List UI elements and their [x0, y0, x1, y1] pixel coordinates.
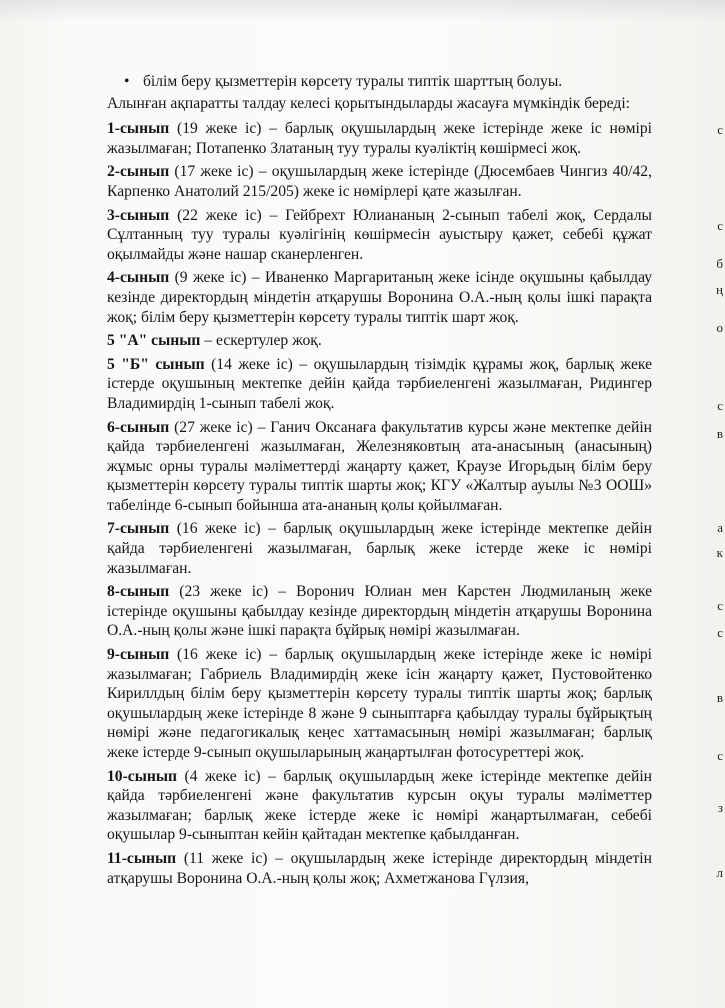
class-label: 6-сынып	[107, 418, 170, 436]
bullet-item	[107, 72, 652, 92]
edge-fragment: ң	[716, 282, 723, 297]
edge-fragment: б	[716, 256, 723, 271]
edge-fragment: с	[717, 398, 723, 413]
edge-fragment: л	[716, 865, 723, 880]
class-label: 8-сынып	[107, 583, 170, 601]
class-text: (16 жеке іс) – барлық оқушылардың жеке істерінде жеке іс нөмірі жазылмаған; Габриель Владимирдің жеке ісін жаңарту қажет, Пустовойтенко Кириллдың білім беру қызметтерін көрсету туралы типтік шарты жоқ; барлық оқушылардың жеке істерінде 8 және 9 сыныптарға қабылдау туралы бұйрықтың нөмірі және педагогикалық кеңес хаттамасының нөмірі жазылмаған; барлық жеке істерде 9-сынып оқушыларының жаңартылған фотосуреттері жоқ.	[107, 646, 652, 761]
class-paragraph	[107, 418, 652, 516]
class-label: 5 "Б" сынып	[107, 355, 205, 373]
edge-fragment: а	[717, 520, 723, 535]
class-paragraph	[107, 331, 652, 351]
class-text: (14 жеке іс) – оқушылардың тізімдік құрамы жоқ, барлық жеке істерде оқушының мектепке дейін қайда тәрбиеленгені жазылмаған, Ридингер Владимирдің 1-сынып табелі жоқ.	[107, 355, 652, 412]
class-paragraph	[107, 519, 652, 578]
class-paragraph	[107, 849, 652, 888]
class-text: – ескертулер жоқ.	[200, 332, 322, 350]
edge-fragment: в	[716, 690, 723, 705]
bullet-icon: •	[124, 73, 130, 90]
class-label: 3-сынып	[107, 206, 170, 224]
class-text: (11 жеке іс) – оқушылардың жеке істерінде директордың міндетін атқарушы Воронина О.А.-ның қолы жоқ; Ахметжанова Гүлзия,	[107, 849, 652, 887]
class-label: 5 "А" сынып	[107, 332, 201, 350]
scan-bleed	[0, 0, 725, 22]
class-text: (27 жеке іс) – Ганич Оксанаға факультатив курсы және мектепке дейін қайда тәрбиеленгені жазылмаған, Железняковтың ата-анасының (анасының) жұмыс орны туралы мәліметтерді жаңарту қажет, Краузе Игорьдың білім беру қызметтерін көрсету туралы типтік шарты жоқ; КГУ «Жалтыр ауылы №3 ООШ» табелінде 6-сынып бойынша ата-ананың қолы қойылмаған.	[107, 418, 652, 514]
class-paragraph	[107, 355, 652, 414]
edge-fragment: с	[717, 598, 723, 613]
class-text: (19 жеке іс) – барлық оқушылардың жеке істерінде жеке іс нөмірі жазылмаған; Потапенко Златаның туу туралы куәліктің көшірмесі жоқ.	[107, 120, 652, 157]
class-paragraph	[107, 206, 652, 265]
class-paragraph	[107, 767, 652, 845]
class-label: 2-сынып	[107, 163, 170, 181]
class-paragraph	[107, 162, 652, 201]
class-text: (9 жеке іс) – Иваненко Маргаританың жеке ісінде оқушыны қабылдау кезінде директордың міндетін атқарушы Воронина О.А.-ның қолы ішкі парақта жоқ; білім беру қызметтерін көрсету туралы типтік шарт жоқ.	[107, 269, 652, 326]
edge-fragment: к	[716, 545, 723, 560]
class-label: 7-сынып	[107, 520, 170, 538]
edge-fragment: с	[717, 218, 723, 233]
class-label: 9-сынып	[107, 646, 170, 664]
edge-fragment: с	[717, 122, 723, 137]
edge-fragment: о	[716, 320, 723, 335]
class-text: (16 жеке іс) – барлық оқушылардың жеке істерінде мектепке дейін қайда тәрбиеленгені жазылмаған, барлық жеке істерде жеке іс нөмірі жазылмаған.	[107, 520, 652, 577]
class-paragraph	[107, 268, 652, 327]
document-body	[107, 72, 652, 892]
class-paragraph	[107, 582, 652, 641]
edge-fragment: с	[717, 625, 723, 640]
edge-fragment: в	[716, 426, 723, 441]
edge-fragment: с	[717, 748, 723, 763]
intro-paragraph: Алынған ақпаратты талдау келесі қорытындыларды жасауға мүмкіндік береді:	[107, 94, 630, 112]
class-label: 10-сынып	[107, 767, 178, 785]
class-text: (4 жеке іс) – барлық оқушылардың жеке істерінде мектепке дейін қайда тәрбиеленгені және факультатив курсын оқуы туралы мәліметтер жазылмаған; барлық жеке істерде жеке іс нөмірі жаңартылмаған, себебі оқушылар 9-сыныптан кейін қайтадан мектепке қабылданған.	[107, 767, 652, 844]
class-text: (22 жеке іс) – Гейбрехт Юлиананың 2-сынып табелі жоқ, Сердалы Сұлтанның туу туралы куәлігінің көшірмесін ауыстыру қажет, себебі құжат оқылмайды және нашар сканерленген.	[107, 206, 652, 263]
adjacent-page-edge	[705, 0, 725, 1008]
bullet-text: білім беру қызметтерін көрсету туралы типтік шарттың болуы.	[143, 73, 563, 90]
class-text: (23 жеке іс) – Воронич Юлиан мен Карстен Людмиланың жеке істерінде оқушыны қабылдау кезінде директордың міндетін атқарушы Воронина О.А.-ның қолы және ішкі парақта бұйрық нөмірі жазылмаған.	[107, 583, 652, 640]
class-paragraph	[107, 645, 652, 763]
class-paragraph	[107, 119, 652, 158]
class-label: 1-сынып	[107, 120, 170, 138]
edge-fragment: з	[717, 800, 723, 815]
class-label: 4-сынып	[107, 269, 170, 287]
class-label: 11-сынып	[107, 849, 177, 867]
class-text: (17 жеке іс) – оқушылардың жеке істерінде (Дюсембаев Чингиз 40/42, Карпенко Анатолий 215/205) жеке іс нөмірлері қате жазылған.	[107, 163, 652, 200]
